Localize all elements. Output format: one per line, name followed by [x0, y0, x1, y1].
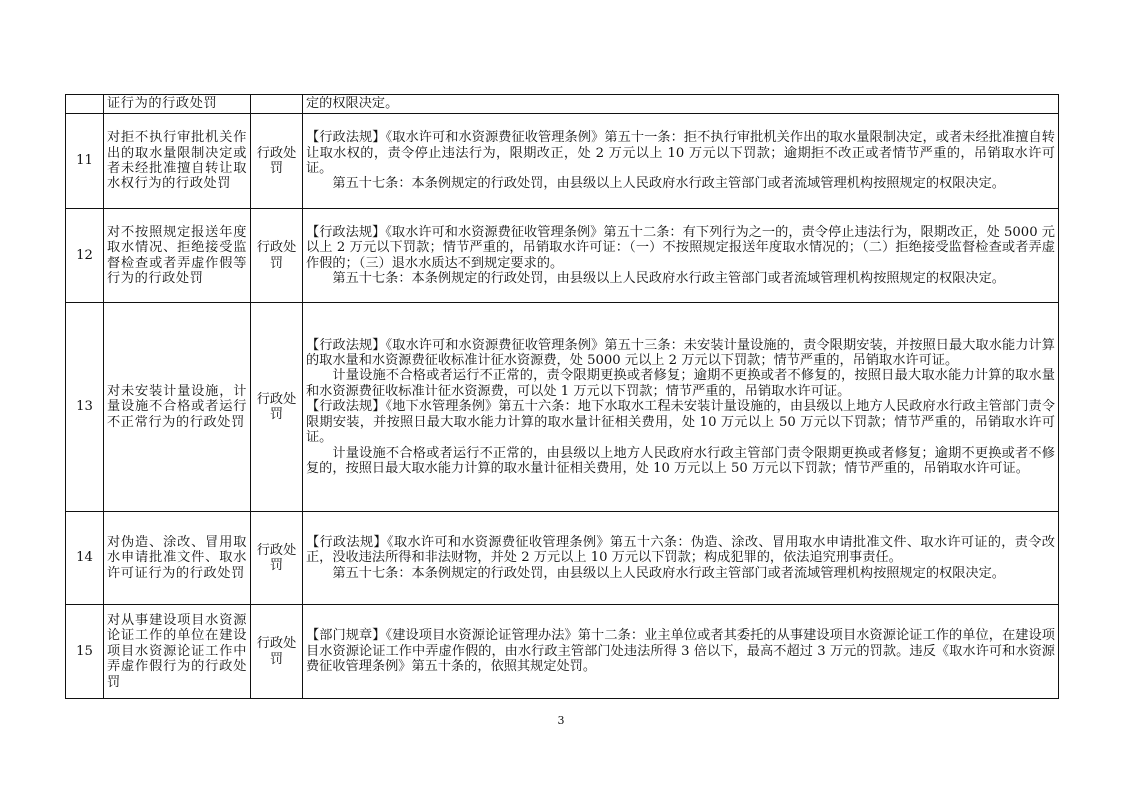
table-row: [66, 605, 1059, 699]
page-number: 3: [557, 714, 565, 727]
row-number: 14: [66, 512, 104, 605]
table-row: [66, 303, 1059, 512]
basis-paragraph: 【行政法规】《取水许可和水资源费征收管理条例》第五十六条：伪造、涂改、冒用取水申请批准文件、取水许可证的，责令改正，没收违法所得和非法财物，并处 2 万元以上 10 万元以下罚款；构成犯罪的，依法追究刑事责任。: [306, 534, 1055, 566]
basis-paragraph: 第五十七条：本条例规定的行政处罚，由县级以上人民政府水行政主管部门或者流域管理机构按照规定的权限决定。: [332, 270, 1005, 286]
basis-paragraph: 【行政法规】《取水许可和水资源费征收管理条例》第五十二条：有下列行为之一的，责令停止违法行为，限期改正，处 5000 元以上 2 万元以下罚款；情节严重的，吊销取水许可证：（一）不按照规定报送年度取水情况的；（二）拒绝接受监督检查或者弄虚作假的；（三）退水水质达不到规定要求的。: [306, 224, 1055, 271]
table-row: [66, 209, 1059, 303]
item-name: 对从事建设项目水资源论证工作的单位在建设项目水资源论证工作中弄虚作假行为的行政处罚: [104, 605, 251, 699]
item-name: 证行为的行政处罚: [104, 95, 251, 114]
legal-basis: [303, 114, 1059, 209]
row-number: 12: [66, 209, 104, 303]
basis-paragraph: 第五十七条：本条例规定的行政处罚，由县级以上人民政府水行政主管部门或者流域管理机构按照规定的权限决定。: [332, 565, 1005, 581]
row-number: 13: [66, 303, 104, 512]
item-name: 对未安装计量设施，计量设施不合格或者运行不正常行为的行政处罚: [104, 303, 251, 512]
row-number: 15: [66, 605, 104, 699]
item-type: 行政处罚: [251, 209, 303, 303]
legal-basis: [303, 512, 1059, 605]
item-type: [251, 95, 303, 114]
basis-paragraph: 第五十七条：本条例规定的行政处罚，由县级以上人民政府水行政主管部门或者流域管理机构按照规定的权限决定。: [332, 176, 1005, 192]
item-name: 对拒不执行审批机关作出的取水量限制决定或者未经批准擅自转让取水权行为的行政处罚: [104, 114, 251, 209]
row-number: [66, 95, 104, 114]
legal-basis: [303, 95, 1059, 114]
basis-paragraph: 定的权限决定。: [306, 96, 399, 112]
table-row: [66, 95, 1059, 114]
basis-paragraph: 【行政法规】《取水许可和水资源费征收管理条例》第五十一条：拒不执行审批机关作出的取水量限制决定，或者未经批准擅自转让取水权的，责令停止违法行为，限期改正，处 2 万元以上 10 万元以下罚款；逾期拒不改正或者情节严重的，吊销取水许可证。: [306, 130, 1055, 176]
basis-paragraph: 【行政法规】《取水许可和水资源费征收管理条例》第五十三条：未安装计量设施的，责令限期安装，并按照日最大取水能力计算的取水量和水资源费征收标准计征水资源费，处 5000 元以上 2 万元以下罚款；情节严重的，吊销取水许可证。: [306, 337, 1055, 369]
item-name: 对不按照规定报送年度取水情况、拒绝接受监督检查或者弄虚作假等行为的行政处罚: [104, 209, 251, 303]
penalty-table: [65, 94, 1059, 699]
item-type: 行政处罚: [251, 114, 303, 209]
item-type: 行政处罚: [251, 605, 303, 699]
item-name: 对伪造、涂改、冒用取水申请批准文件、取水许可证行为的行政处罚: [104, 512, 251, 605]
basis-paragraph: 【部门规章】《建设项目水资源论证管理办法》第十二条：业主单位或者其委托的从事建设项目水资源论证工作的单位，在建设项目水资源论证工作中弄虚作假的，由水行政主管部门处违法所得 3 倍以下，最高不超过 3 万元的罚款。违反《取水许可和水资源费征收管理条例》第五十条的，依照其规定处罚。: [306, 628, 1055, 675]
basis-paragraph: 计量设施不合格或者运行不正常的，责令限期更换或者修复；逾期不更换或者不修复的，按照日最大取水能力计算的取水量和水资源费征收标准计征水资源费，可以处 1 万元以下罚款；情节严重的，吊销取水许可证。: [306, 368, 1055, 399]
legal-basis: [303, 303, 1059, 512]
item-type: 行政处罚: [251, 303, 303, 512]
basis-paragraph: 计量设施不合格或者运行不正常的，由县级以上地方人民政府水行政主管部门责令限期更换或者修复；逾期不更换或者不修复的，按照日最大取水能力计算的取水量计征相关费用，处 10 万元以上 50 万元以下罚款；情节严重的，吊销取水许可证。: [306, 445, 1055, 476]
table-row: [66, 114, 1059, 209]
row-number: 11: [66, 114, 104, 209]
legal-basis: [303, 209, 1059, 303]
table-row: [66, 512, 1059, 605]
item-type: 行政处罚: [251, 512, 303, 605]
basis-paragraph: 【行政法规】《地下水管理条例》第五十六条：地下水取水工程未安装计量设施的，由县级以上地方人民政府水行政主管部门责令限期安装，并按照日最大取水能力计算的取水量计征相关费用，处 10 万元以上 50 万元以下罚款；情节严重的，吊销取水许可证。: [306, 399, 1055, 446]
legal-basis: [303, 605, 1059, 699]
